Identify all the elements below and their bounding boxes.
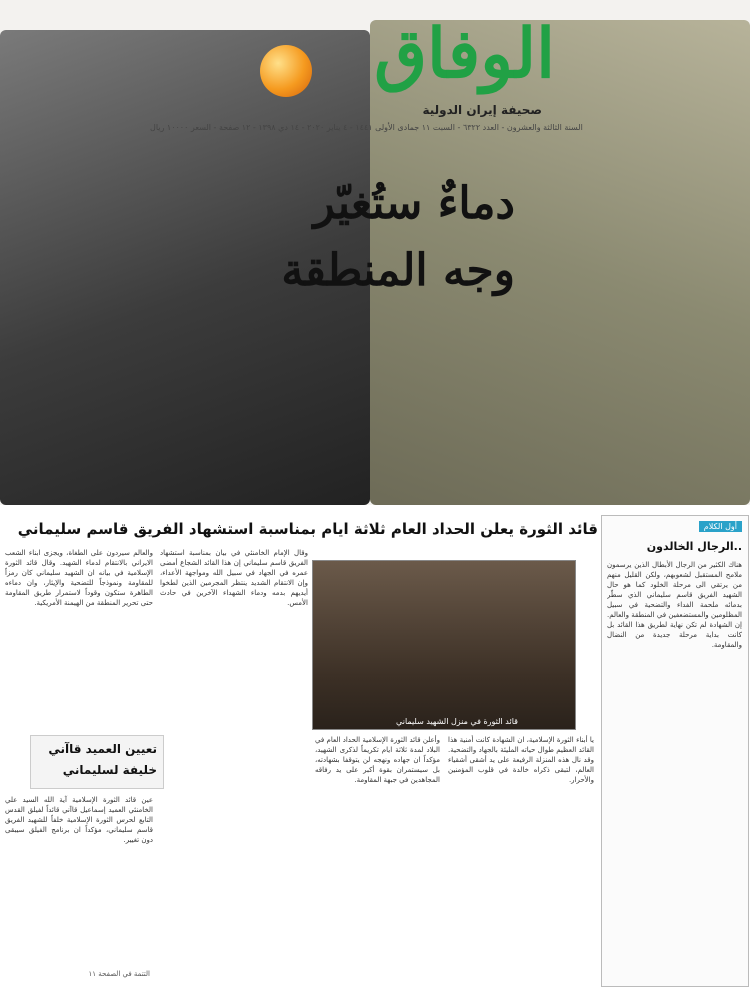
article-column-1: والعالم سيردون على الطغاة، ويجزى ابناء الشعب الايراني بالانتقام لدماء الشهيد. وقال قائد الثورة الإسلامية في بيانه ان الشهيد سليماني كان رمزاً للمقاومة ونموذجاً للتضحية والإيثار، وان دماءه الطاهرة ستكون وقوداً لاستمرار طريق المقاومة حتى تحرير المنطقة من الهيمنة الأمريكية. [5, 549, 153, 607]
sidebar-body: هناك الكثير من الرجال الأبطال الذين يرسمون ملامح المستقبل لشعوبهم، ولكن القليل منهم من يرتقي الى مرحلة الخلود كما هو حال الشهيد الفريق قاسم سليماني الذي سطّر بدمائه ملحمة الفداء والتضحية في سبيل المظلومين والمستضعفين في المنطقة والعالم. إن الشهادة لم تكن نهاية لطريق هذا القائد بل كانت بداية مرحلة جديدة من النضال والمقاومة. [607, 561, 742, 649]
editorial-sidebar [601, 515, 749, 987]
sidebar-tag: أول الكلام [699, 521, 742, 532]
continue-note: التتمة في الصفحة ١١ [88, 970, 150, 978]
lead-story-headline: قائد الثورة يعلن الحداد العام ثلاثة ايام بمناسبة استشهاد الفريق قاسم سليماني [17, 520, 598, 538]
sidebar-title: الرجال الخالدون.. [646, 540, 742, 553]
newspaper-logo: الوفاق [374, 14, 555, 94]
issue-line: السنة الثالثة والعشرون - العدد ٦٣٢٢ - السبت ١١ جمادى الأولى ١٤٤١ - ٤ يناير ٢٠٢٠ - ١٤ دي ١٣٩٨ - ١٢ صفحة - السعر ١٠٠٠٠ ريال [150, 123, 583, 132]
newspaper-tagline: صحيفة إيران الدولية [422, 103, 542, 117]
article-column-3: وأعلن قائد الثورة الإسلامية الحداد العام في البلاد لمدة ثلاثة ايام تكريماً لذكرى الشهيد، مؤكداً ان جهاده ونهجه لن يتوقفا بشهادته، بل سيستمران بقوة أكبر على يد رفاقه المجاهدين في جبهة المقاومة. [315, 736, 440, 784]
article-column-5: عين قائد الثورة الإسلامية آية الله السيد علي الخامنئي العميد إسماعيل قاآني قائداً لفيلق القدس التابع لحرس الثورة الإسلامية خلفاً للشهيد الفريق قاسم سليماني، مؤكداً ان برنامج الفيلق سيبقى دون تغيير. [5, 796, 153, 844]
headline-line-1: دماءٌ ستُغيّر [313, 178, 515, 229]
globe-icon [260, 45, 312, 97]
news-photo [312, 560, 576, 730]
masthead [150, 10, 583, 175]
appointment-box [30, 735, 164, 789]
article-column-4: يا أبناء الثورة الإسلامية، ان الشهادة كانت أمنية هذا القائد العظيم طوال حياته المليئة بالجهاد والتضحية. وقد نال هذه المنزلة الرفيعة على يد أشقى أشقياء العالم، لتبقى ذكراه خالدة في قلوب المؤمنين والأحرار. [448, 736, 594, 784]
appointment-title-1: تعيين العميد قاآني [48, 742, 157, 756]
appointment-title-2: خليفة لسليماني [62, 763, 157, 777]
article-column-2: وقال الإمام الخامنئي في بيان بمناسبة استشهاد الفريق قاسم سليماني إن هذا القائد الشجاع أمضى عمره في الجهاد في سبيل الله ومواجهة الأعداء، وإن الانتقام الشديد ينتظر المجرمين الذين لطخوا أيديهم بدمه ودماء الشهداء الآخرين في حادث الأمس. [160, 549, 308, 607]
photo-caption: قائد الثورة في منزل الشهيد سليماني [396, 717, 518, 726]
headline-line-2: وجه المنطقة [281, 245, 515, 296]
